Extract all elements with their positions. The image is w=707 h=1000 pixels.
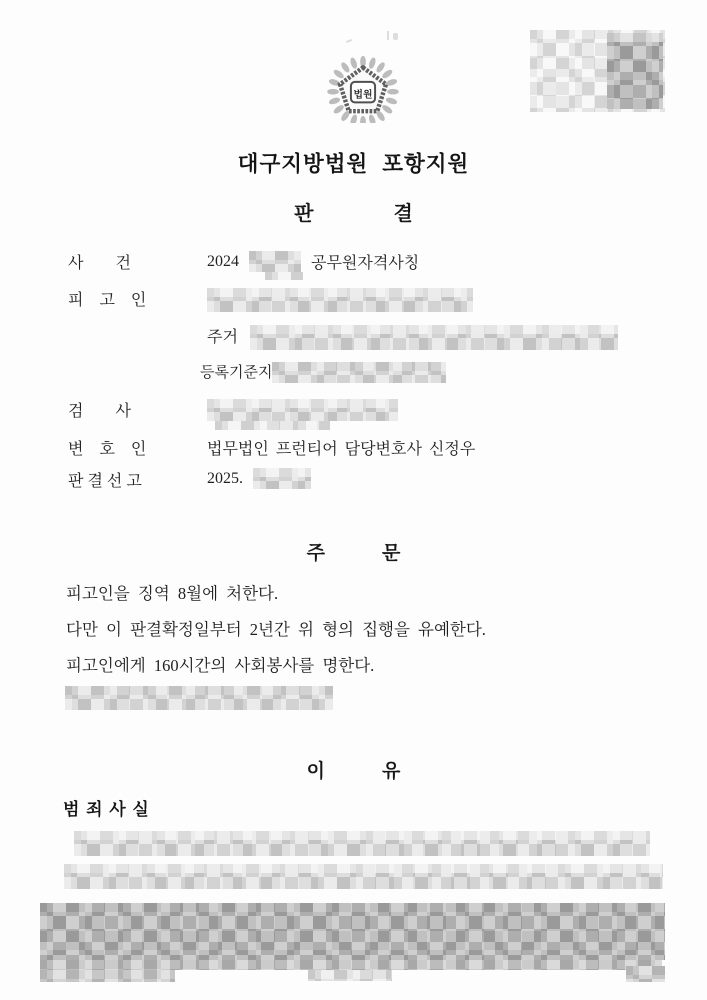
court-emblem (327, 55, 399, 123)
disposition-line: 피고인에게 160시간의 사회봉사를 명한다. (66, 656, 375, 675)
field-label-defendant: 피 고 인 (68, 292, 147, 309)
field-label-counsel: 변 호 인 (68, 441, 147, 458)
faint-pen-mark (393, 33, 398, 40)
redaction-crime-facts-block-edge (40, 960, 662, 970)
judgment-heading: 판 결 (294, 203, 413, 225)
redaction-top-right-dark (607, 33, 663, 109)
faint-pen-mark (387, 31, 389, 40)
field-label-prosecutor: 검 사 (68, 403, 131, 420)
disposition-line: 피고인을 징역 8월에 처한다. (66, 584, 279, 603)
redaction-crime-facts-block-tail-right (626, 966, 665, 982)
field-value-sentencing-date (207, 468, 311, 489)
redaction-defendant-name (207, 288, 473, 312)
disposition-heading: 주 문 (306, 543, 401, 564)
case-year: 2024 (207, 252, 239, 270)
redaction-residence-address (250, 325, 618, 350)
redaction-top-right-stamp (530, 30, 665, 112)
disposition-line: 다만 이 판결확정일부터 2년간 위 형의 집행을 유예한다. (66, 620, 486, 639)
faint-pen-mark (346, 39, 352, 43)
redaction-sentencing-date (253, 468, 311, 489)
redaction-prosecutor-name (207, 399, 398, 421)
redaction-crime-facts-block-tail-left (40, 970, 175, 982)
redaction-case-number-tail (265, 272, 303, 280)
case-title: 공무원자격사칭 (311, 255, 420, 272)
redaction-case-number (249, 251, 301, 272)
court-title: 대구지방법원 포항지원 (237, 152, 470, 176)
redaction-crime-facts-line-1 (74, 831, 650, 856)
field-label-case: 사 건 (68, 255, 131, 272)
redaction-prosecutor-tail (215, 421, 330, 430)
redaction-disposition-line (65, 686, 333, 710)
field-label-sentencing-date: 판 결 선 고 (68, 473, 142, 490)
field-label-residence: 주거 (207, 329, 238, 346)
redaction-crime-facts-block-tail-middle (308, 970, 392, 981)
emblem-label: 법원 (353, 89, 373, 101)
field-value-case (207, 250, 419, 273)
field-label-registration: 등록기준지 (200, 365, 273, 381)
redaction-registration-address (272, 362, 446, 383)
redaction-crime-facts-line-2 (64, 864, 663, 889)
reasons-heading: 이 유 (306, 761, 401, 782)
field-value-counsel: 법무법인 프런티어 담당변호사 신정우 (207, 441, 476, 458)
sentencing-year: 2025. (207, 469, 243, 487)
crime-facts-subheading: 범 죄 사 실 (63, 800, 150, 819)
redaction-crime-facts-block (40, 903, 665, 960)
